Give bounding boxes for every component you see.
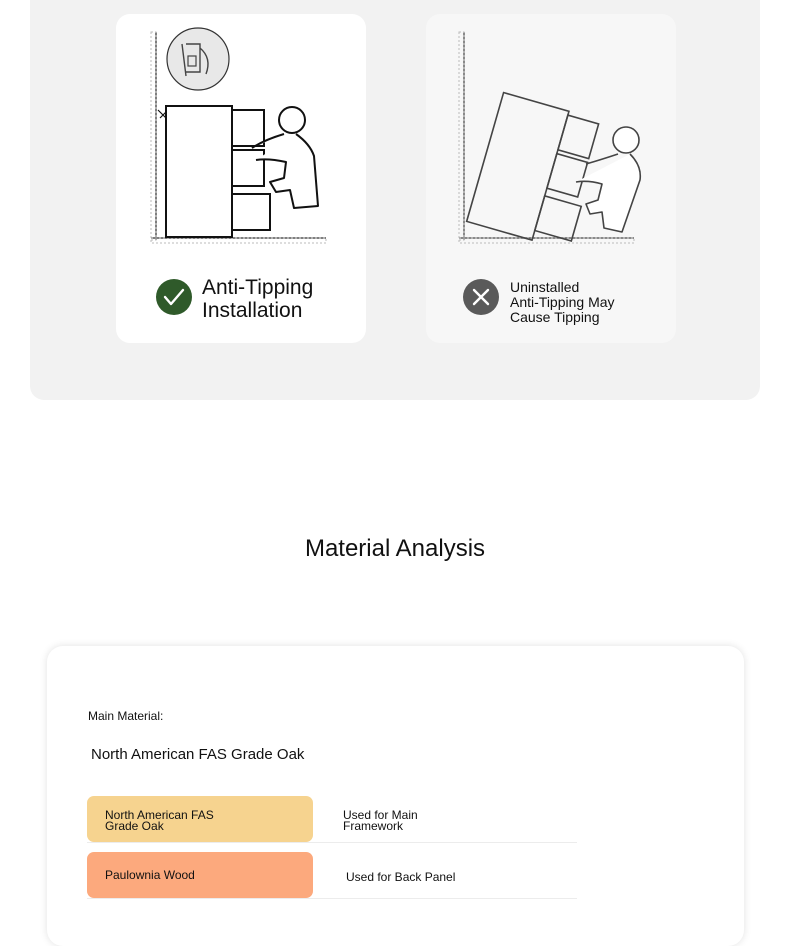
section-title: Material Analysis [304,535,486,562]
material-name-line: Grade Oak [105,819,164,833]
label-line: Installation [202,299,303,322]
label-line: Cause Tipping [510,309,600,325]
material-analysis-card [47,646,744,946]
tipping-cabinet-illustration [426,14,676,264]
label-line: Anti-Tipping May [510,294,615,310]
material-name [105,810,214,832]
main-material-value: North American FAS Grade Oak [91,746,305,763]
anti-tipping-uninstalled-label [510,280,615,325]
cross-icon [463,279,499,315]
material-usage-line: Used for Main [343,808,418,822]
material-usage [343,810,418,832]
label-line: Uninstalled [510,279,580,295]
material-row [87,852,577,899]
material-usage: Used for Back Panel [346,870,456,884]
main-material-label: Main Material: [88,709,164,723]
installed-cabinet-illustration [116,14,366,264]
anti-tipping-installed-card [116,14,366,343]
material-name-line: North American FAS [105,808,214,822]
cross-badge [463,279,499,315]
material-usage-line: Framework [343,819,404,833]
material-name: Paulownia Wood [105,868,195,882]
label-line: Anti-Tipping [202,276,314,299]
anti-tipping-installed-label [202,276,313,322]
checkmark-icon [156,279,192,315]
anti-tipping-uninstalled-card [426,14,676,343]
checkmark-badge [156,279,192,315]
material-row [87,796,577,843]
